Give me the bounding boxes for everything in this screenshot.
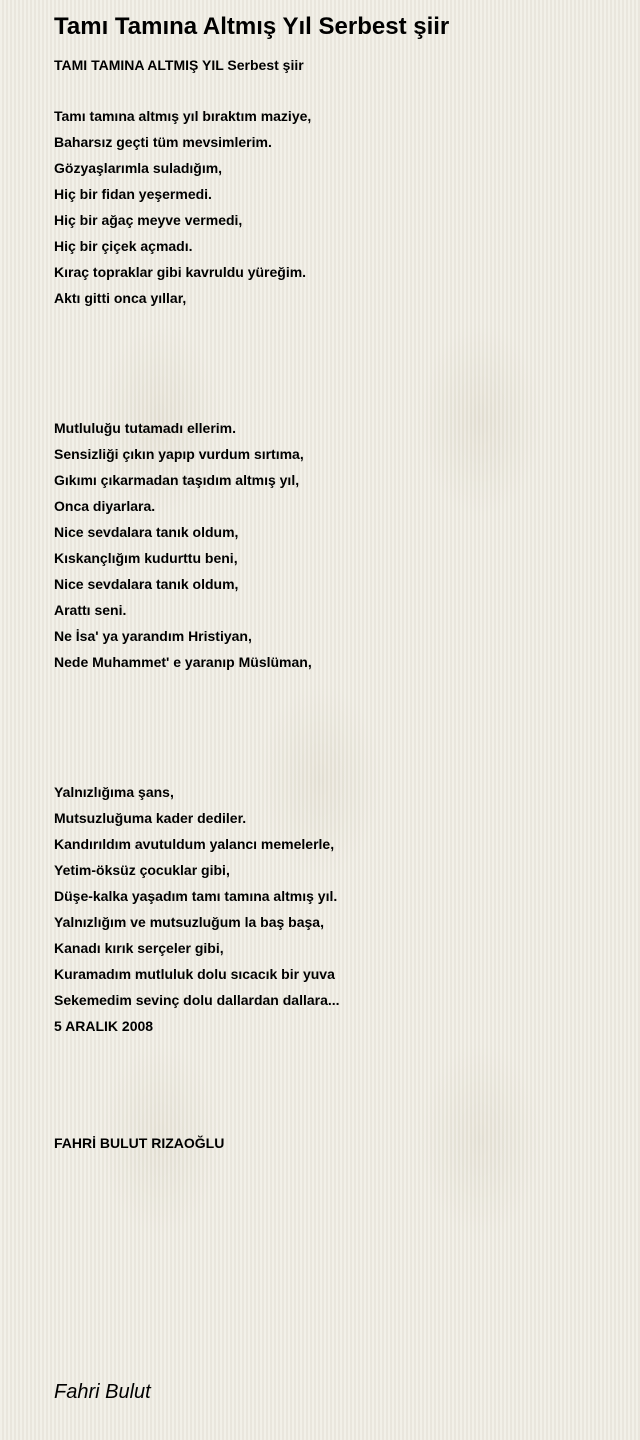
poem-line: Sensizliği çıkın yapıp vurdum sırtıma, xyxy=(54,446,304,462)
poem-line: Mutluluğu tutamadı ellerim. xyxy=(54,420,237,436)
poem-line: Nede Muhammet' e yaranıp Müslüman, xyxy=(54,654,312,670)
poem-line: Kıraç topraklar gibi kavruldu yüreğim. xyxy=(54,264,307,280)
poem-line: Hiç bir ağaç meyve vermedi, xyxy=(54,212,243,228)
poem-line: Kıskançlığım kudurttu beni, xyxy=(54,550,238,566)
poem-line: Nice sevdalara tanık oldum, xyxy=(54,524,239,540)
stanza-gap xyxy=(54,311,340,415)
poem-date: 5 ARALIK 2008 xyxy=(54,1018,154,1034)
poem-line: Kanadı kırık serçeler gibi, xyxy=(54,940,224,956)
poem-line: Gözyaşlarımla suladığım, xyxy=(54,160,223,176)
poem-line: Ne İsa' ya yarandım Hristiyan, xyxy=(54,628,252,644)
stanza-1 xyxy=(54,103,340,311)
poem-line: Yetim-öksüz çocuklar gibi, xyxy=(54,862,230,878)
poem-line: Yalnızlığım ve mutsuzluğum la baş başa, xyxy=(54,914,324,930)
poem-line: Gıkımı çıkarmadan taşıdım altmış yıl, xyxy=(54,472,300,488)
stanza-2 xyxy=(54,415,340,675)
author-name: FAHRİ BULUT RIZAOĞLU xyxy=(54,1135,225,1151)
poem-line: Düşe-kalka yaşadım tamı tamına altmış yıl. xyxy=(54,888,338,904)
poem-line: Sekemedim sevinç dolu dallardan dallara... xyxy=(54,992,340,1008)
poem-title: Tamı Tamına Altmış Yıl Serbest şiir xyxy=(54,13,450,40)
poem-line: Onca diyarlara. xyxy=(54,498,156,514)
poem-line: Tamı tamına altmış yıl bıraktım maziye, xyxy=(54,108,312,124)
poem-subtitle: TAMI TAMINA ALTMIŞ YIL Serbest şiir xyxy=(54,57,304,73)
poem-line: Nice sevdalara tanık oldum, xyxy=(54,576,239,592)
poem-body xyxy=(54,103,340,1039)
poem-line: Kandırıldım avutuldum yalancı memelerle, xyxy=(54,836,335,852)
poem-line: Arattı seni. xyxy=(54,602,127,618)
poem-line: Yalnızlığıma şans, xyxy=(54,784,174,800)
poem-line: Mutsuzluğuma kader dediler. xyxy=(54,810,247,826)
author-signature: Fahri Bulut xyxy=(54,1381,151,1403)
stanza-gap xyxy=(54,675,340,779)
poem-line: Hiç bir çiçek açmadı. xyxy=(54,238,193,254)
stanza-3 xyxy=(54,779,340,1039)
poem-line: Aktı gitti onca yıllar, xyxy=(54,290,187,306)
poem-line: Kuramadım mutluluk dolu sıcacık bir yuva xyxy=(54,966,335,982)
poem-line: Hiç bir fidan yeşermedi. xyxy=(54,186,212,202)
poem-line: Baharsız geçti tüm mevsimlerim. xyxy=(54,134,272,150)
